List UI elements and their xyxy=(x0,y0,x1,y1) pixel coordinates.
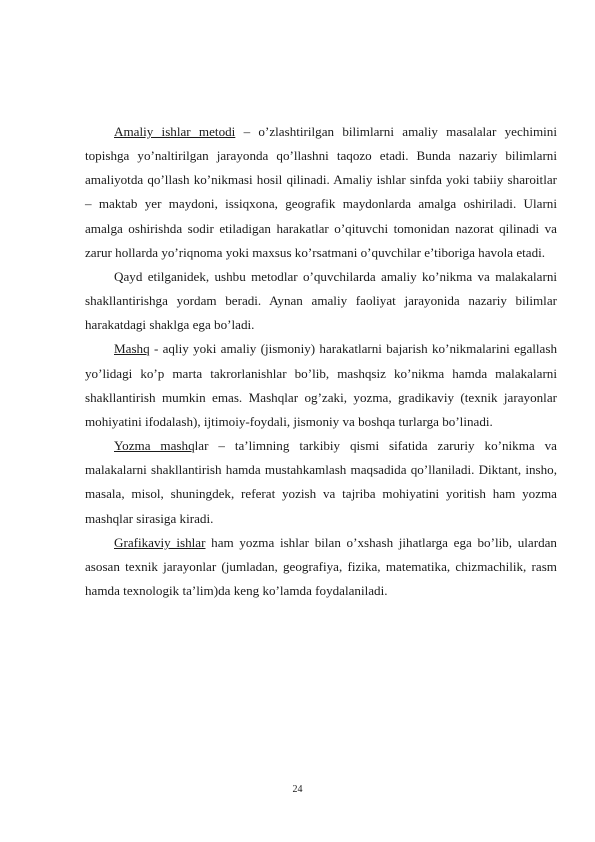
paragraph-text: - aqliy yoki amaliy (jismoniy) harakatlarni bajarish ko’nikmalarini egallash yo’lidagi ko’p marta takrorlanishlar bo’lib, mashqsiz ko’nikma hamda malakalarni shakllantirish mumkin emas. Mashqlar og’zaki, yozma, gradikaviy (texnik jarayonlar mohiyatini ifodalash), ijtimoiy-foydali, jismoniy va boshqa turlarga bo’linadi. xyxy=(85,341,557,429)
paragraph-grafikaviy-ishlar xyxy=(85,531,557,603)
paragraph-text: lar – ta’limning tarkibiy qismi sifatida zaruriy ko’nikma va malakalarni shakllantirish hamda mustahkamlash maqsadida qo’llaniladi. Diktant, insho, masala, misol, shuningdek, referat yozish va tajriba mohiyatini yoritish ham yozma mashqlar sirasiga kiradi. xyxy=(85,438,557,526)
paragraph-qayd-etilganidek xyxy=(85,265,557,337)
paragraph-text: – o’zlashtirilgan bilimlarni amaliy masalalar yechimini topishga yo’naltirilgan jarayonda qo’llashni taqozo etadi. Bunda nazariy bilimlarni amaliyotda qo’llash ko’nikmasi hosil qilinadi. Amaliy ishlar sinfda yoki tabiiy sharoitlar – maktab yer maydoni, issiqxona, geografik maydonlarda amalga oshiriladi. Ularni amalga oshirishda sodir etiladigan harakatlar o’qituvchi tomonidan nazorat qilinadi va zarur hollarda yo’riqnoma yoki maxsus ko’rsatmani o’quvchilar e’tiboriga havola etadi. xyxy=(85,124,557,260)
paragraph-text: Qayd etilganidek, ushbu metodlar o’quvchilarda amaliy ko’nikma va malakalarni shakllantirishga yordam beradi. Aynan amaliy faoliyat jarayonida nazariy bilimlar harakatdagi shaklga ega bo’ladi. xyxy=(85,268,557,333)
page-body xyxy=(85,120,557,603)
paragraph-amaliy-ishlar xyxy=(85,120,557,265)
paragraph-yozma-mashqlar xyxy=(85,434,557,531)
paragraph-mashq xyxy=(85,337,557,434)
term-mashq: Mashq xyxy=(114,341,150,357)
paragraph-text: ham yozma ishlar bilan o’xshash jihatlarga ega bo’lib, ulardan asosan texnik jarayonlar (jumladan, geografiya, fizika, matematika, chizmachilik, rasm hamda texnologik ta’lim)da keng ko’lamda foydalaniladi. xyxy=(85,534,557,598)
page-number: 24 xyxy=(292,784,303,795)
term-amaliy-ishlar-metodi: Amaliy ishlar metodi xyxy=(114,124,236,139)
term-grafikaviy-ishlar: Grafikaviy ishlar xyxy=(114,534,206,550)
term-yozma-mashq: Yozma mashq xyxy=(114,438,195,454)
